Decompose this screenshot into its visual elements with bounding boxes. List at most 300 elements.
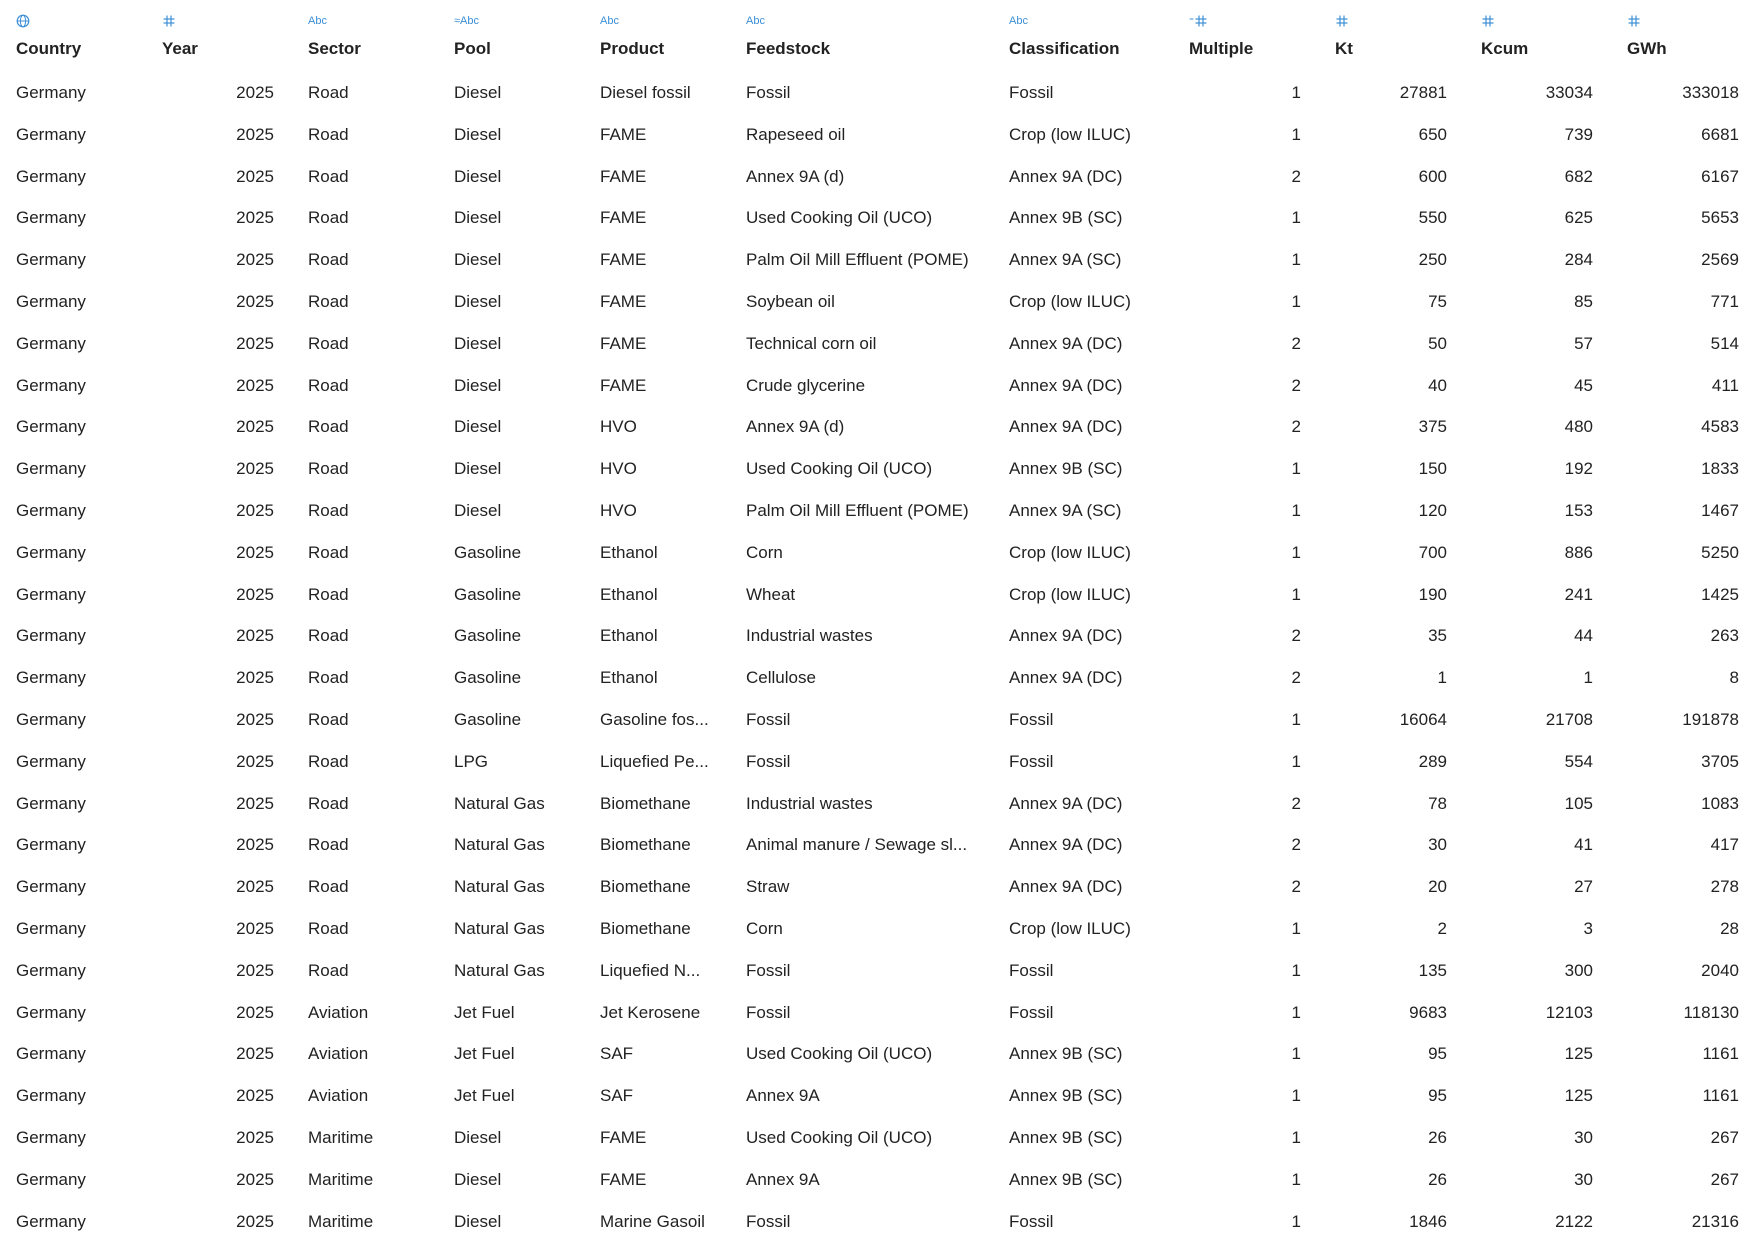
table-row[interactable] — [0, 992, 1755, 1034]
cell-gwh: 267 — [1710, 1127, 1739, 1147]
cell-feedstock: Palm Oil Mill Effluent (POME) — [746, 500, 969, 520]
cell-product: FAME — [600, 166, 647, 186]
hash-icon — [1481, 14, 1495, 28]
cell-pool: Natural Gas — [454, 960, 545, 980]
cell-year: 2025 — [236, 375, 274, 395]
cell-pool: Jet Fuel — [454, 1086, 515, 1106]
cell-product: HVO — [600, 417, 637, 437]
cell-year: 2025 — [236, 793, 274, 813]
cell-country: Germany — [16, 793, 86, 813]
cell-country: Germany — [16, 1127, 86, 1147]
cell-sector: Road — [308, 542, 349, 562]
cell-sector: Road — [308, 375, 349, 395]
cell-year: 2025 — [236, 166, 274, 186]
cell-kt: 78 — [1428, 793, 1447, 813]
cell-kt: 550 — [1418, 208, 1447, 228]
cell-pool: Diesel — [454, 1211, 502, 1231]
cell-product: Biomethane — [600, 877, 691, 897]
cell-sector: Road — [308, 751, 349, 771]
cell-sector: Road — [308, 918, 349, 938]
globe-icon — [16, 14, 30, 28]
cell-sector: Road — [308, 333, 349, 353]
cell-year: 2025 — [236, 668, 274, 688]
cell-product: Liquefied Pe... — [600, 751, 709, 771]
cell-gwh: 771 — [1710, 291, 1739, 311]
cell-kt: 190 — [1418, 584, 1447, 604]
hash-icon — [1627, 14, 1641, 28]
cell-multiple: 1 — [1291, 208, 1301, 228]
cell-multiple: 1 — [1291, 918, 1301, 938]
cell-kt: 150 — [1418, 459, 1447, 479]
cell-pool: Diesel — [454, 459, 502, 479]
cell-year: 2025 — [236, 1211, 274, 1231]
cell-product: SAF — [600, 1044, 634, 1064]
cell-gwh: 21316 — [1691, 1211, 1739, 1231]
table-row[interactable] — [0, 657, 1755, 699]
cell-year: 2025 — [236, 960, 274, 980]
calc-hash-icon — [1189, 14, 1209, 28]
cell-sector: Road — [308, 960, 349, 980]
cell-year: 2025 — [236, 709, 274, 729]
cell-classification: Crop (low ILUC) — [1009, 291, 1131, 311]
table-row[interactable] — [0, 406, 1755, 448]
cell-year: 2025 — [236, 208, 274, 228]
table-row[interactable] — [0, 1159, 1755, 1201]
cell-gwh: 118130 — [1683, 1002, 1739, 1022]
cell-kcum: 2122 — [1555, 1211, 1593, 1231]
cell-year: 2025 — [236, 542, 274, 562]
cell-feedstock: Annex 9A — [746, 1169, 820, 1189]
table-row[interactable] — [0, 908, 1755, 950]
table-row[interactable] — [0, 156, 1755, 198]
cell-sector: Road — [308, 500, 349, 520]
cell-multiple: 1 — [1291, 542, 1301, 562]
cell-kcum: 57 — [1574, 333, 1593, 353]
cell-kt: 120 — [1418, 500, 1447, 520]
cell-feedstock: Crude glycerine — [746, 375, 866, 395]
cell-product: Gasoline fos... — [600, 709, 709, 729]
cell-sector: Road — [308, 584, 349, 604]
cell-feedstock: Corn — [746, 918, 783, 938]
table-row[interactable] — [0, 824, 1755, 866]
cell-kt: 650 — [1418, 124, 1447, 144]
table-row[interactable] — [0, 574, 1755, 616]
cell-multiple: 1 — [1291, 500, 1301, 520]
table-row[interactable] — [0, 239, 1755, 281]
cell-year: 2025 — [236, 1169, 274, 1189]
cell-product: FAME — [600, 375, 647, 395]
cell-product: Biomethane — [600, 835, 691, 855]
cell-pool: Diesel — [454, 375, 502, 395]
cell-kcum: 300 — [1564, 960, 1593, 980]
cell-classification: Annex 9A (DC) — [1009, 375, 1123, 395]
cell-feedstock: Cellulose — [746, 668, 816, 688]
cell-country: Germany — [16, 626, 86, 646]
cell-sector: Road — [308, 124, 349, 144]
cell-multiple: 1 — [1291, 709, 1301, 729]
cell-sector: Road — [308, 668, 349, 688]
cell-multiple: 1 — [1291, 1086, 1301, 1106]
cell-kcum: 12103 — [1545, 1002, 1593, 1022]
cell-multiple: 2 — [1291, 417, 1301, 437]
cell-sector: Aviation — [308, 1002, 369, 1022]
cell-gwh: 1833 — [1701, 459, 1739, 479]
cell-feedstock: Used Cooking Oil (UCO) — [746, 1127, 933, 1147]
cell-product: Jet Kerosene — [600, 1002, 701, 1022]
cell-kcum: 284 — [1564, 250, 1593, 270]
cell-pool: Diesel — [454, 333, 502, 353]
cell-sector: Road — [308, 291, 349, 311]
cell-country: Germany — [16, 208, 86, 228]
cell-country: Germany — [16, 1002, 86, 1022]
cell-kt: 27881 — [1399, 83, 1447, 102]
cell-product: Ethanol — [600, 668, 658, 688]
cell-gwh: 6167 — [1701, 166, 1739, 186]
cell-country: Germany — [16, 918, 86, 938]
cell-sector: Road — [308, 626, 349, 646]
cell-feedstock: Used Cooking Oil (UCO) — [746, 208, 933, 228]
cell-kt: 135 — [1418, 960, 1447, 980]
table-row[interactable] — [0, 490, 1755, 532]
cell-multiple: 1 — [1291, 459, 1301, 479]
cell-country: Germany — [16, 417, 86, 437]
cell-year: 2025 — [236, 333, 274, 353]
cell-multiple: 1 — [1291, 1211, 1301, 1231]
cell-product: Ethanol — [600, 584, 658, 604]
cell-classification: Annex 9A (DC) — [1009, 626, 1123, 646]
cell-kcum: 30 — [1574, 1169, 1593, 1189]
cell-pool: Gasoline — [454, 709, 522, 729]
cell-kcum: 739 — [1564, 124, 1593, 144]
cell-gwh: 191878 — [1682, 709, 1739, 729]
cell-multiple: 1 — [1291, 124, 1301, 144]
cell-sector: Road — [308, 459, 349, 479]
cell-multiple: 2 — [1291, 166, 1301, 186]
cell-gwh: 278 — [1710, 877, 1739, 897]
cell-feedstock: Annex 9A (d) — [746, 166, 845, 186]
cell-gwh: 8 — [1729, 668, 1739, 688]
cell-pool: Natural Gas — [454, 793, 545, 813]
cell-kt: 2 — [1437, 918, 1447, 938]
cell-feedstock: Industrial wastes — [746, 793, 873, 813]
cell-country: Germany — [16, 375, 86, 395]
table-row[interactable] — [0, 323, 1755, 365]
column-label-product: Product — [600, 39, 665, 58]
cell-kcum: 1 — [1583, 668, 1593, 688]
column-label-gwh: GWh — [1627, 39, 1667, 58]
cell-country: Germany — [16, 668, 86, 688]
cell-multiple: 1 — [1291, 250, 1301, 270]
cell-gwh: 1083 — [1701, 793, 1739, 813]
cell-multiple: 1 — [1291, 1127, 1301, 1147]
cell-classification: Annex 9B (SC) — [1009, 459, 1123, 479]
column-label-sector: Sector — [308, 39, 361, 58]
cell-pool: Diesel — [454, 208, 502, 228]
table-row[interactable] — [0, 783, 1755, 825]
cell-gwh: 1467 — [1701, 500, 1739, 520]
cell-year: 2025 — [236, 1127, 274, 1147]
cell-feedstock: Rapeseed oil — [746, 124, 846, 144]
column-label-multiple: Multiple — [1189, 39, 1254, 58]
cell-product: FAME — [600, 1127, 647, 1147]
cell-feedstock: Fossil — [746, 1002, 791, 1022]
cell-kcum: 241 — [1564, 584, 1593, 604]
cell-pool: Natural Gas — [454, 835, 545, 855]
cell-country: Germany — [16, 751, 86, 771]
cell-pool: Gasoline — [454, 626, 522, 646]
cell-kcum: 44 — [1574, 626, 1593, 646]
cell-multiple: 2 — [1291, 333, 1301, 353]
table-row[interactable] — [0, 1033, 1755, 1075]
cell-gwh: 1161 — [1702, 1086, 1739, 1106]
cell-classification: Annex 9B (SC) — [1009, 1086, 1123, 1106]
cell-product: FAME — [600, 333, 647, 353]
cell-product: Marine Gasoil — [600, 1211, 705, 1231]
cell-classification: Crop (low ILUC) — [1009, 584, 1131, 604]
cell-classification: Annex 9B (SC) — [1009, 1169, 1123, 1189]
table-row[interactable] — [0, 281, 1755, 323]
cell-pool: Natural Gas — [454, 877, 545, 897]
cell-multiple: 2 — [1291, 877, 1301, 897]
cell-kt: 40 — [1428, 375, 1447, 395]
table-row[interactable] — [0, 866, 1755, 908]
column-label-kcum: Kcum — [1481, 39, 1529, 58]
cell-sector: Road — [308, 208, 349, 228]
cell-year: 2025 — [236, 751, 274, 771]
cell-year: 2025 — [236, 877, 274, 897]
cell-pool: Gasoline — [454, 668, 522, 688]
column-label-classification: Classification — [1009, 39, 1120, 58]
cell-country: Germany — [16, 166, 86, 186]
cell-year: 2025 — [236, 1086, 274, 1106]
cell-pool: Diesel — [454, 124, 502, 144]
cell-classification: Fossil — [1009, 960, 1054, 980]
cell-classification: Fossil — [1009, 1002, 1054, 1022]
cell-pool: Diesel — [454, 417, 502, 437]
cell-feedstock: Corn — [746, 542, 783, 562]
cell-pool: Diesel — [454, 1127, 502, 1147]
cell-kt: 95 — [1428, 1044, 1447, 1064]
cell-sector: Aviation — [308, 1044, 369, 1064]
cell-country: Germany — [16, 877, 86, 897]
cell-product: Diesel fossil — [600, 83, 691, 102]
cell-pool: Natural Gas — [454, 918, 545, 938]
cell-product: FAME — [600, 250, 647, 270]
cell-pool: Jet Fuel — [454, 1044, 515, 1064]
cell-classification: Annex 9A (DC) — [1009, 668, 1123, 688]
cell-kcum: 192 — [1564, 459, 1593, 479]
text-type-icon: Abc — [600, 15, 619, 27]
cell-product: Liquefied N... — [600, 960, 701, 980]
cell-country: Germany — [16, 333, 86, 353]
cell-pool: Diesel — [454, 500, 502, 520]
cell-sector: Road — [308, 83, 349, 102]
cell-kcum: 125 — [1564, 1086, 1593, 1106]
cell-kcum: 41 — [1574, 835, 1593, 855]
cell-kcum: 105 — [1564, 793, 1593, 813]
table-row[interactable] — [0, 950, 1755, 992]
cell-multiple: 2 — [1291, 793, 1301, 813]
cell-classification: Annex 9A (DC) — [1009, 835, 1123, 855]
cell-pool: Gasoline — [454, 584, 522, 604]
cell-multiple: 2 — [1291, 668, 1301, 688]
cell-product: FAME — [600, 291, 647, 311]
cell-feedstock: Industrial wastes — [746, 626, 873, 646]
cell-kt: 600 — [1418, 166, 1447, 186]
cell-pool: LPG — [454, 751, 489, 771]
cell-pool: Jet Fuel — [454, 1002, 515, 1022]
cell-product: Biomethane — [600, 793, 691, 813]
cell-gwh: 2040 — [1701, 960, 1739, 980]
cell-kt: 26 — [1428, 1169, 1447, 1189]
table-row[interactable] — [0, 365, 1755, 407]
cell-feedstock: Fossil — [746, 709, 791, 729]
table-row[interactable] — [0, 197, 1755, 239]
table-row[interactable] — [0, 1201, 1755, 1243]
cell-kt: 26 — [1428, 1127, 1447, 1147]
cell-multiple: 1 — [1291, 584, 1301, 604]
cell-kcum: 682 — [1564, 166, 1593, 186]
text-type-icon: Abc — [308, 15, 327, 27]
cell-country: Germany — [16, 835, 86, 855]
table-row[interactable] — [0, 699, 1755, 741]
cell-gwh: 1425 — [1701, 584, 1739, 604]
cell-product: Biomethane — [600, 918, 691, 938]
table-row[interactable] — [0, 532, 1755, 574]
cell-multiple: 2 — [1291, 835, 1301, 855]
cell-country: Germany — [16, 250, 86, 270]
cell-sector: Road — [308, 417, 349, 437]
cell-country: Germany — [16, 1086, 86, 1106]
svg-text:=: = — [1189, 16, 1195, 23]
cell-classification: Annex 9A (DC) — [1009, 417, 1123, 437]
cell-product: Ethanol — [600, 626, 658, 646]
cell-kt: 375 — [1418, 417, 1447, 437]
cell-feedstock: Annex 9A (d) — [746, 417, 845, 437]
cell-year: 2025 — [236, 918, 274, 938]
cell-gwh: 5250 — [1701, 542, 1739, 562]
cell-sector: Road — [308, 709, 349, 729]
cell-feedstock: Used Cooking Oil (UCO) — [746, 1044, 933, 1064]
cell-kcum: 125 — [1564, 1044, 1593, 1064]
cell-country: Germany — [16, 83, 86, 102]
table-row[interactable] — [0, 1117, 1755, 1159]
cell-gwh: 263 — [1710, 626, 1739, 646]
cell-multiple: 1 — [1291, 1169, 1301, 1189]
cell-multiple: 2 — [1291, 626, 1301, 646]
cell-classification: Annex 9A (SC) — [1009, 500, 1122, 520]
cell-year: 2025 — [236, 291, 274, 311]
cell-feedstock: Fossil — [746, 83, 791, 102]
cell-year: 2025 — [236, 1002, 274, 1022]
cell-year: 2025 — [236, 250, 274, 270]
cell-kcum: 480 — [1564, 417, 1593, 437]
cell-country: Germany — [16, 459, 86, 479]
cell-classification: Annex 9B (SC) — [1009, 208, 1123, 228]
cell-classification: Annex 9A (DC) — [1009, 166, 1123, 186]
cell-sector: Aviation — [308, 1086, 369, 1106]
cell-kt: 700 — [1418, 542, 1447, 562]
cell-kcum: 21708 — [1545, 709, 1593, 729]
cell-kcum: 33034 — [1545, 83, 1593, 102]
cell-kcum: 153 — [1564, 500, 1593, 520]
cell-feedstock: Technical corn oil — [746, 333, 877, 353]
cell-sector: Maritime — [308, 1127, 374, 1147]
table-row[interactable] — [0, 741, 1755, 783]
cell-gwh: 333018 — [1682, 83, 1739, 102]
cell-country: Germany — [16, 500, 86, 520]
cell-sector: Road — [308, 250, 349, 270]
cell-kcum: 886 — [1564, 542, 1593, 562]
cell-classification: Crop (low ILUC) — [1009, 124, 1131, 144]
cell-multiple: 1 — [1291, 751, 1301, 771]
cell-country: Germany — [16, 1044, 86, 1064]
text-type-icon: ≈Abc — [454, 15, 479, 27]
cell-gwh: 514 — [1710, 333, 1739, 353]
cell-pool: Diesel — [454, 83, 502, 102]
cell-kcum: 554 — [1564, 751, 1593, 771]
cell-year: 2025 — [236, 835, 274, 855]
table-row[interactable] — [0, 615, 1755, 657]
cell-product: HVO — [600, 459, 637, 479]
cell-multiple: 1 — [1291, 291, 1301, 311]
cell-kt: 16064 — [1399, 709, 1447, 729]
cell-country: Germany — [16, 1211, 86, 1231]
cell-kt: 35 — [1428, 626, 1447, 646]
cell-classification: Annex 9A (DC) — [1009, 793, 1123, 813]
cell-year: 2025 — [236, 500, 274, 520]
column-label-pool: Pool — [454, 39, 491, 58]
column-label-kt: Kt — [1335, 39, 1353, 58]
grid-body — [0, 72, 1755, 1242]
cell-kcum: 45 — [1574, 375, 1593, 395]
cell-year: 2025 — [236, 626, 274, 646]
table-row[interactable] — [0, 448, 1755, 490]
cell-kt: 95 — [1428, 1086, 1447, 1106]
cell-product: FAME — [600, 124, 647, 144]
cell-kt: 75 — [1428, 291, 1447, 311]
grid-header — [0, 0, 1755, 72]
cell-sector: Road — [308, 166, 349, 186]
cell-feedstock: Used Cooking Oil (UCO) — [746, 459, 933, 479]
cell-kt: 250 — [1418, 250, 1447, 270]
cell-pool: Diesel — [454, 1169, 502, 1189]
table-row[interactable] — [0, 1075, 1755, 1117]
table-row[interactable] — [0, 72, 1755, 114]
cell-sector: Road — [308, 835, 349, 855]
cell-gwh: 417 — [1710, 835, 1739, 855]
cell-sector: Road — [308, 877, 349, 897]
cell-gwh: 267 — [1710, 1169, 1739, 1189]
cell-pool: Diesel — [454, 250, 502, 270]
cell-sector: Road — [308, 793, 349, 813]
cell-classification: Fossil — [1009, 83, 1054, 102]
hash-icon — [162, 14, 176, 28]
cell-product: Ethanol — [600, 542, 658, 562]
cell-kt: 1 — [1437, 668, 1447, 688]
cell-country: Germany — [16, 291, 86, 311]
cell-country: Germany — [16, 584, 86, 604]
cell-feedstock: Straw — [746, 877, 790, 897]
cell-product: HVO — [600, 500, 637, 520]
cell-kcum: 85 — [1574, 291, 1593, 311]
cell-feedstock: Fossil — [746, 1211, 791, 1231]
cell-feedstock: Fossil — [746, 960, 791, 980]
cell-classification: Annex 9A (DC) — [1009, 877, 1123, 897]
table-row[interactable] — [0, 114, 1755, 156]
hash-icon — [1335, 14, 1349, 28]
cell-year: 2025 — [236, 459, 274, 479]
